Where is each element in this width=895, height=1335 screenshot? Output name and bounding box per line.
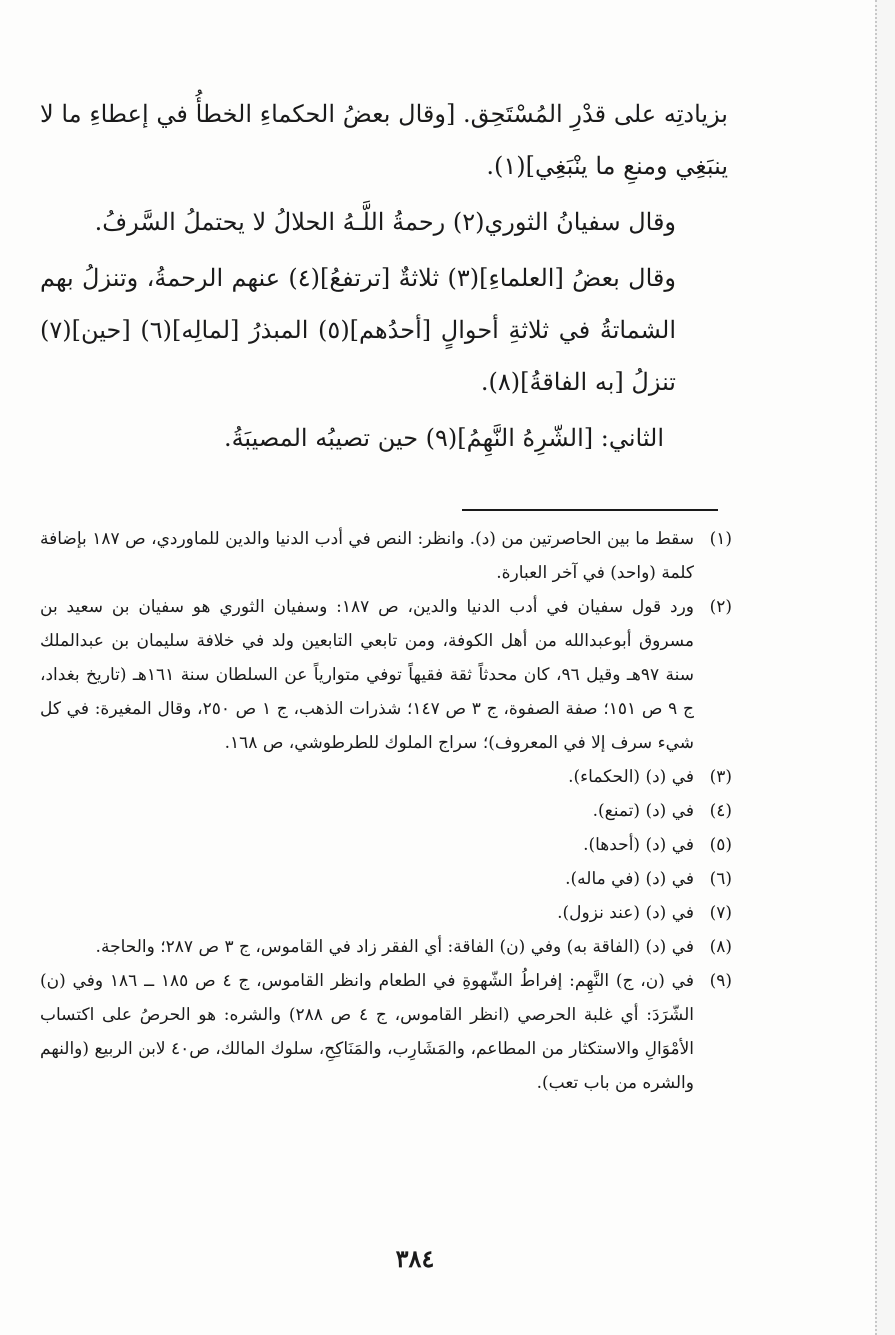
footnote-6 [40,862,732,896]
footnote-number: (٨) [709,937,732,957]
footnote-text: في (د) (في ماله). [565,869,694,889]
footnote-separator [462,509,718,511]
footnote-number: (٣) [709,767,732,787]
paragraph-1: بزيادتِه على قدْرِ المُسْتَحِق. [وقال بعضُ الحكماءِ الخطأُ في إعطاءِ ما لا ينبَغِي ومنعِ ما ينْبَغِي](١). [40,100,728,180]
footnote-text: في (د) (تمنع). [592,801,694,821]
footnote-8 [40,930,732,964]
footnote-2 [40,590,732,760]
footnote-text: ورد قول سفيان في أدب الدنيا والدين، ص ١٨٧: وسفيان الثوري هو سفيان بن سعيد بن مسروق أبوعبدالله من أهل الكوفة، ومن تابعي التابعين ولد في خلافة سليمان بن عبدالملك سنة ٩٧هـ وقيل ٩٦، كان محدثاً ثقة فقيهاً توفي متوارياً عن السلطان سنة ١٦١هـ (تاريخ بغداد، ج ٩ ص ١٥١؛ صفة الصفوة، ج ٣ ص ١٤٧؛ شذرات الذهب، ج ١ ص ٢٥٠، وقال المغيرة: في كل شيء سرف إلا في المعروف)؛ سراج الملوك للطرطوشي، ص ١٦٨. [40,597,694,753]
footnote-4 [40,794,732,828]
footnote-number: (١) [709,529,732,549]
footnote-number: (٧) [709,903,732,923]
page-number: ٣٨٤ [395,1244,435,1273]
paragraph-4: الثاني: [الشّرِهُ النَّهِمُ](٩) حين تصيبُه المصيبَةُ. [223,424,665,452]
footnotes [40,522,732,1100]
footnote-7 [40,896,732,930]
footnote-text: في (د) (الفاقة به) وفي (ن) الفاقة: أي الفقر زاد في القاموس، ج ٣ ص ٢٨٧؛ والحاجة. [95,937,694,957]
footnote-text: في (د) (عند نزول). [557,903,694,923]
footnote-text: في (د) (الحكماء). [568,767,694,787]
footnote-number: (٥) [709,835,732,855]
footnote-3 [40,760,732,794]
footnote-number: (٦) [709,869,732,889]
footnote-number: (٩) [709,971,732,991]
footnote-number: (٤) [709,801,732,821]
footnote-number: (٢) [709,597,732,617]
paragraph-2: وقال سفيانُ الثوري(٢) رحمةُ اللَّـهُ الحلالُ لا يحتملُ السَّرفُ. [94,208,676,236]
footnote-text: سقط ما بين الحاصرتين من (د). وانظر: النص في أدب الدنيا والدين للماوردي، ص ١٨٧ بإضافة كلمة (واحد) في آخر العبارة. [40,529,695,583]
footnote-text: في (د) (أحدها). [583,835,694,855]
footnote-text: في (ن، ج) النَّهِم: إفراطُ الشّهوةِ في الطعام وانظر القاموس، ج ٤ ص ١٨٥ ــ ١٨٦ وفي (ن) الشّرَدَ: أي غلبة الحرصي (انظر القاموس، ج ٤ ص ٢٨٨) والشره: هو الحرصُ على اكتساب الأمْوَالِ والاستكثار من المطاعم، والمَشَارِب، والمَنَاكِحِ، سلوك المالك، ص٤٠ لابن الربيع (والنهم والشره من باب تعب). [40,971,695,1093]
main-text [40,88,728,468]
footnote-5 [40,828,732,862]
paragraph-3: وقال بعضُ [العلماءِ](٣) ثلاثةٌ [ترتفعُ](٤) عنهم الرحمةُ، وتنزلُ بهم الشماتةُ في ثلاثةِ أحوالٍ [أحدُهم](٥) المبذرُ [لمالِه](٦) [حين](٧) تنزلُ [به الفاقةُ](٨). [40,264,676,396]
footnote-9 [40,964,732,1100]
footnote-1 [40,522,732,590]
page-edge-shadow [875,0,895,1335]
